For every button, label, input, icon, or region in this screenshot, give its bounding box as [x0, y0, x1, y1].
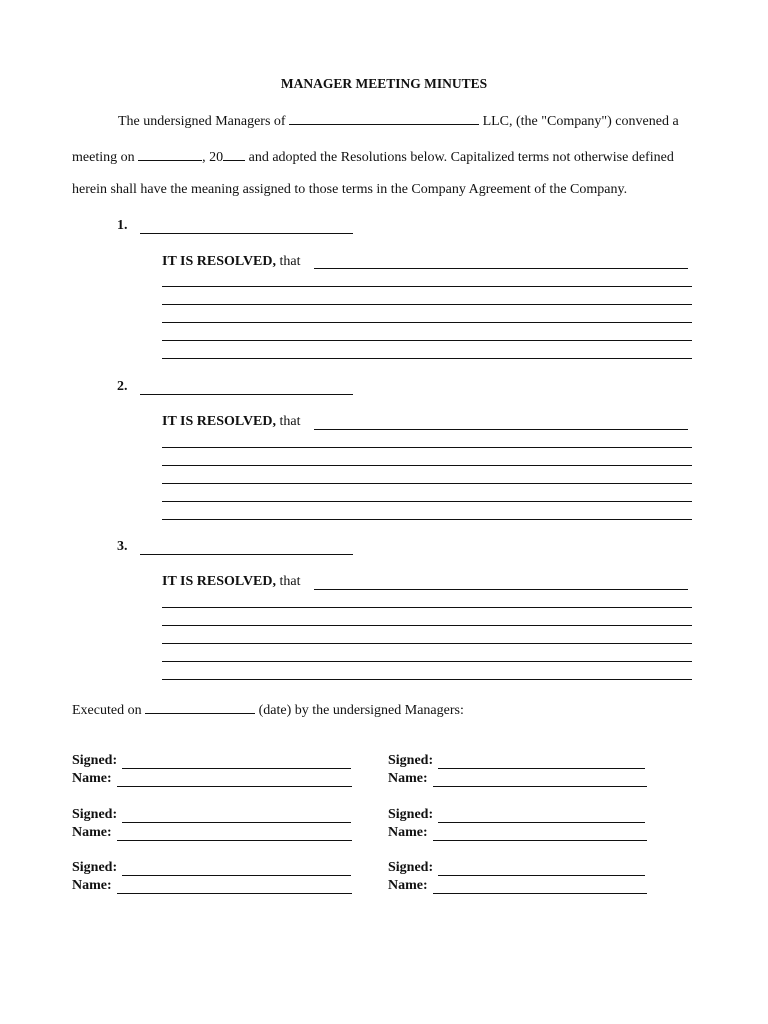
company-name-blank[interactable]: [289, 111, 479, 125]
resolution-text-blank[interactable]: [314, 268, 688, 269]
name-blank[interactable]: [117, 893, 352, 894]
name-label: Name:: [72, 825, 112, 840]
resolution-that: that: [279, 254, 301, 269]
resolution-lead: IT IS RESOLVED,: [162, 414, 277, 429]
signature-blank[interactable]: [438, 768, 645, 769]
signed-label: Signed:: [72, 860, 118, 875]
name-label: Name:: [388, 825, 428, 840]
resolution-heading-blank[interactable]: [140, 394, 353, 395]
signed-label: Signed:: [388, 860, 434, 875]
resolution-text-blank[interactable]: [162, 447, 692, 448]
resolution-text-blank[interactable]: [162, 661, 692, 662]
name-label: Name:: [72, 878, 112, 893]
resolution-number: 3.: [117, 539, 128, 554]
signature-blank[interactable]: [122, 768, 351, 769]
intro-text: LLC, (the "Company") convened a: [482, 114, 679, 129]
name-blank[interactable]: [433, 786, 647, 787]
resolution-text-blank[interactable]: [162, 625, 692, 626]
resolution-text-blank[interactable]: [162, 483, 692, 484]
executed-text: Executed on: [72, 703, 142, 718]
resolution-text-blank[interactable]: [162, 607, 692, 608]
resolution-that: that: [279, 414, 301, 429]
executed-text: (date) by the undersigned Managers:: [258, 703, 464, 718]
intro-text: and adopted the Resolutions below. Capitalized terms not otherwise defined: [248, 150, 674, 165]
executed-line: [72, 700, 464, 719]
name-blank[interactable]: [117, 786, 352, 787]
resolution-lead-line: [162, 574, 301, 590]
signed-label: Signed:: [72, 753, 118, 768]
resolution-lead-line: [162, 414, 301, 430]
resolution-text-blank[interactable]: [162, 679, 692, 680]
intro-text: The undersigned Managers of: [118, 114, 286, 129]
resolution-text-blank[interactable]: [162, 501, 692, 502]
resolution-that: that: [279, 574, 301, 589]
executed-date-blank[interactable]: [145, 700, 255, 714]
signed-label: Signed:: [388, 753, 434, 768]
resolution-number: 2.: [117, 379, 128, 394]
signature-blank[interactable]: [438, 875, 645, 876]
resolution-text-blank[interactable]: [162, 519, 692, 520]
signed-label: Signed:: [72, 807, 118, 822]
intro-line-2: [72, 147, 674, 166]
intro-text: meeting on: [72, 150, 135, 165]
resolution-lead: IT IS RESOLVED,: [162, 574, 277, 589]
document-title: MANAGER MEETING MINUTES: [280, 76, 488, 91]
resolution-text-blank[interactable]: [162, 643, 692, 644]
resolution-text-blank[interactable]: [314, 589, 688, 590]
resolution-heading-blank[interactable]: [140, 554, 353, 555]
resolution-text-blank[interactable]: [162, 286, 692, 287]
resolution-text-blank[interactable]: [162, 465, 692, 466]
signature-blank[interactable]: [122, 875, 351, 876]
meeting-date-blank[interactable]: [138, 147, 202, 161]
resolution-lead: IT IS RESOLVED,: [162, 254, 277, 269]
resolution-text-blank[interactable]: [162, 340, 692, 341]
name-blank[interactable]: [117, 840, 352, 841]
resolution-heading-blank[interactable]: [140, 233, 353, 234]
resolution-text-blank[interactable]: [314, 429, 688, 430]
name-blank[interactable]: [433, 840, 647, 841]
resolution-text-blank[interactable]: [162, 358, 692, 359]
resolution-lead-line: [162, 254, 301, 270]
signature-blank[interactable]: [122, 822, 351, 823]
intro-text: , 20: [202, 150, 224, 165]
signed-label: Signed:: [388, 807, 434, 822]
intro-line-3: herein shall have the meaning assigned to those terms in the Company Agreement of the Company.: [72, 182, 628, 197]
resolution-number: 1.: [117, 218, 128, 233]
signature-blank[interactable]: [438, 822, 645, 823]
resolution-text-blank[interactable]: [162, 304, 692, 305]
name-label: Name:: [388, 878, 428, 893]
name-label: Name:: [72, 771, 112, 786]
name-blank[interactable]: [433, 893, 647, 894]
name-label: Name:: [388, 771, 428, 786]
meeting-year-blank[interactable]: [223, 147, 245, 161]
intro-line-1: [118, 111, 679, 130]
resolution-text-blank[interactable]: [162, 322, 692, 323]
